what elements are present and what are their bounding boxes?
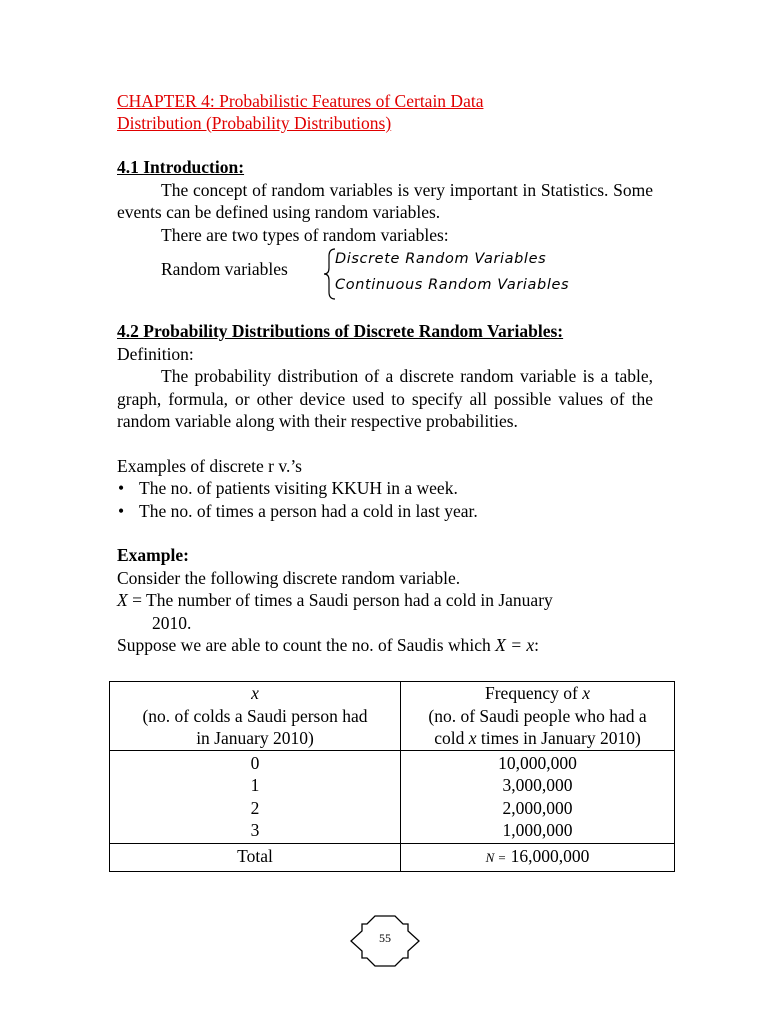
table-header-row [110, 682, 675, 751]
definition-text: The probability distribution of a discrete random variable is a table, graph, formula, or other device used to specify all possible values of the random variable along with their respective probabilities. [117, 366, 653, 431]
list-item: • The no. of patients visiting KKUH in a week. [118, 478, 458, 498]
chapter-title-line1: CHAPTER 4: Probabilistic Features of Certain Data [117, 91, 484, 111]
x-definition-cont: 2010. [152, 612, 192, 633]
x-values: 0 1 2 3 [110, 750, 401, 843]
table-row [110, 750, 675, 843]
frequency-values: 10,000,000 3,000,000 2,000,000 1,000,000 [401, 750, 675, 843]
total-value: N = 16,000,000 [401, 843, 675, 872]
rv-label: Random variables [161, 259, 288, 279]
example-intro: Consider the following discrete random variable. [117, 567, 461, 588]
rv-type-discrete: Discrete Random Variables [335, 251, 547, 267]
frequency-table [109, 681, 675, 872]
total-label: Total [110, 843, 401, 872]
list-item: • The no. of times a person had a cold in last year. [118, 500, 478, 521]
page-content [117, 90, 653, 657]
table-total-row [110, 843, 675, 872]
intro-types-sentence: There are two types of random variables: [161, 224, 449, 245]
bullet-icon: • [118, 478, 125, 498]
examples-label: Examples of discrete r v.’s [117, 455, 302, 476]
section2-heading: 4.2 Probability Distributions of Discrete Random Variables: [117, 321, 564, 341]
random-variable-types [117, 248, 653, 306]
example-label: Example: [117, 545, 189, 565]
chapter-title-line2: Distribution (Probability Distributions) [117, 113, 392, 133]
x-definition: X = The number of times a Saudi person had a cold in January [117, 590, 553, 610]
bullet-icon: • [118, 500, 125, 521]
suppose-line: Suppose we are able to count the no. of Saudis which X = x: [117, 635, 540, 655]
header-x: x (no. of colds a Saudi person had in January 2010) [110, 682, 401, 751]
intro-heading: 4.1 Introduction: [117, 157, 245, 177]
header-frequency: Frequency of x (no. of Saudi people who had a cold x times in January 2010) [401, 682, 675, 751]
examples-list [117, 477, 653, 522]
intro-paragraph: The concept of random variables is very important in Statistics. Some events can be defined using random variables. [117, 179, 653, 222]
rv-type-continuous: Continuous Random Variables [335, 277, 570, 293]
page-number: 55 [379, 931, 391, 945]
definition-label: Definition: [117, 343, 194, 364]
